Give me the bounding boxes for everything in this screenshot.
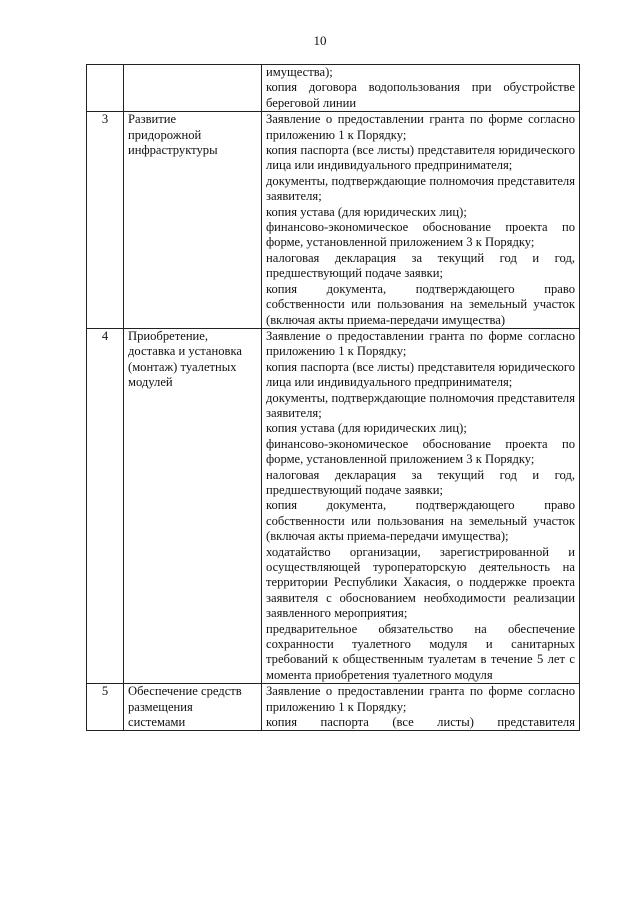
required-documents	[262, 112, 580, 329]
table-row	[87, 65, 580, 112]
activity-name-line: системами	[128, 715, 186, 730]
documents-table	[86, 64, 580, 731]
activity-name-line: Обеспечение средств	[128, 684, 242, 699]
row-number: 5	[87, 684, 124, 731]
document-item: ходатайство организации, зарегистрированной и осуществляющей туроператорскую деятельность на территории Республики Хакасия, о поддержке проекта заявителя с обоснованием необходимости реализации заявленного мероприятия;	[266, 544, 575, 621]
document-item: налоговая декларация за текущий год и год, предшествующий подаче заявки;	[266, 250, 575, 281]
document-item: документы, подтверждающие полномочия представителя заявителя;	[266, 173, 575, 204]
document-item: копия устава (для юридических лиц);	[266, 204, 467, 219]
activity-name	[124, 65, 262, 112]
document-item: финансово-экономическое обоснование проекта по форме, установленной приложением 3 к Порядку;	[266, 436, 575, 467]
document-item: Заявление о предоставлении гранта по форме согласно приложению 1 к Порядку;	[266, 112, 575, 142]
document-item: копия документа, подтверждающего право собственности или пользования на земельный участок (включая акты приема-передачи имущества);	[266, 498, 575, 544]
row-number: 4	[87, 328, 124, 683]
document-item: документы, подтверждающие полномочия представителя заявителя;	[266, 390, 575, 420]
document-item: налоговая декларация за текущий год и год, предшествующий подаче заявки;	[266, 467, 575, 497]
page-number: 10	[313, 33, 327, 48]
required-documents	[262, 65, 580, 112]
document-item: финансово-экономическое обоснование проекта по форме, установленной приложением 3 к Порядку;	[266, 220, 575, 250]
table-row	[87, 684, 580, 731]
activity-name	[124, 328, 262, 683]
activity-name-line: размещения	[128, 699, 193, 714]
document-item: копия устава (для юридических лиц);	[266, 421, 467, 436]
document-item: копия договора водопользования при обустройстве береговой линии	[266, 80, 575, 110]
activity-name-line: Приобретение,	[128, 328, 209, 343]
document-item: имущества);	[266, 65, 333, 79]
document-item: копия документа, подтверждающего право собственности или пользования на земельный участок (включая акты приема-передачи имущества)	[266, 281, 575, 327]
activity-name-line: Развитие	[128, 112, 177, 127]
document-item: Заявление о предоставлении гранта по форме согласно приложению 1 к Порядку;	[266, 684, 575, 714]
activity-name-line: (монтаж) туалетных	[128, 359, 237, 374]
activity-name	[124, 112, 262, 329]
document-item: копия паспорта (все листы) представителя	[266, 715, 575, 730]
row-number: 3	[87, 112, 124, 329]
required-documents	[262, 328, 580, 683]
document-item: Заявление о предоставлении гранта по форме согласно приложению 1 к Порядку;	[266, 328, 575, 359]
activity-name	[124, 684, 262, 731]
activity-name-line: инфраструктуры	[128, 143, 218, 158]
table-row	[87, 112, 580, 329]
activity-name-line: доставка и установка	[128, 344, 242, 359]
activity-name-line: придорожной	[128, 127, 202, 142]
document-item: предварительное обязательство на обеспечение сохранности туалетного модуля и санитарных требований к общественным туалетам в течение 5 лет с момента приобретения туалетного модуля	[266, 621, 575, 682]
document-item: копия паспорта (все листы) представителя юридического лица или индивидуального предпринимателя;	[266, 359, 575, 390]
row-number	[87, 65, 124, 112]
table-row	[87, 328, 580, 683]
document-item: копия паспорта (все листы) представителя юридического лица или индивидуального предпринимателя;	[266, 143, 575, 173]
activity-name-line: модулей	[128, 375, 173, 390]
required-documents	[262, 684, 580, 731]
